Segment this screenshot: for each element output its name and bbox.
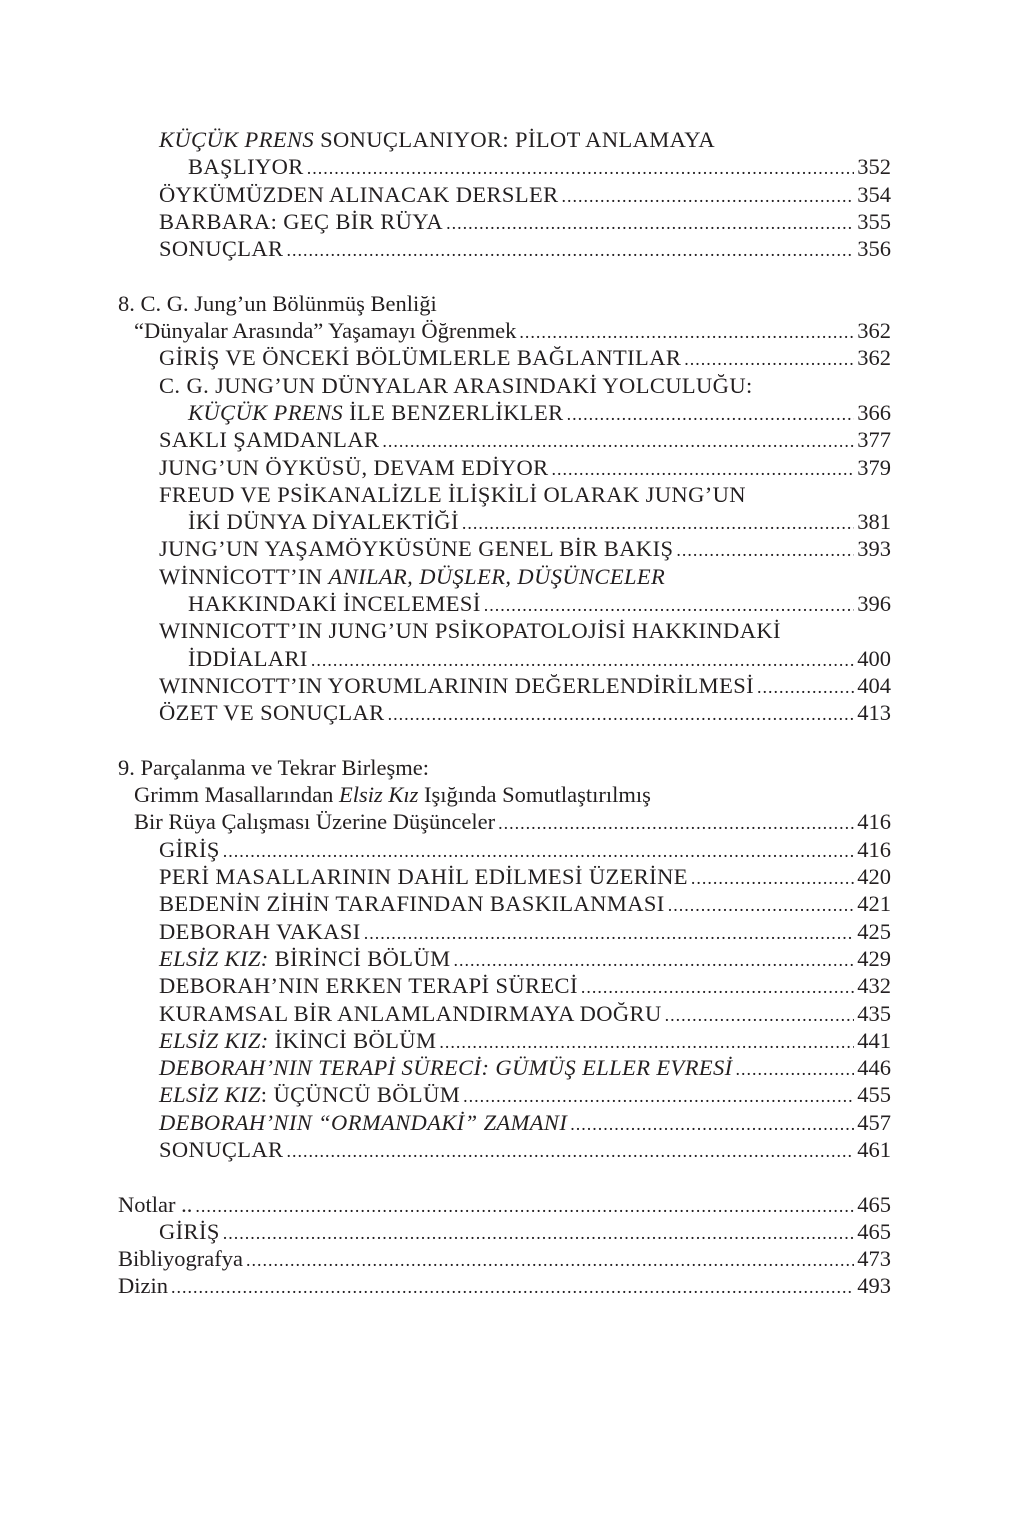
leader-dots [195,1193,854,1220]
chapter-title: 8. C. G. Jung’un Bölünmüş Benliği [118,290,437,316]
leader-dots [562,183,855,210]
toc-entry: SONUÇLAR ..... 356 [118,235,891,262]
toc-entry: BARBARA: GEÇ BİR RÜYA ..... 355 [118,208,891,235]
page-number: 362 [857,318,891,344]
page-number: 473 [857,1246,891,1272]
toc-entry-bibliography: Bibliyografya ..... 473 [118,1245,891,1272]
toc-entry: KURAMSAL BİR ANLAMLANDIRMAYA DOĞRU ..... 435 [118,1000,891,1027]
leader-dots [307,155,855,182]
page-number: 352 [857,154,891,180]
toc-entry: DEBORAH’NIN “ORMANDAKİ” ZAMANI ..... 457 [118,1109,891,1136]
page-number: 381 [857,509,891,535]
page-number: 441 [857,1027,891,1053]
page-number: 354 [857,181,891,207]
leader-dots [311,647,854,674]
table-of-contents [118,126,891,1300]
leader-dots [684,346,854,373]
page-number: 425 [857,918,891,944]
chapter-title: 9. Parçalanma ve Tekrar Birleşme: [118,754,430,780]
leader-dots [665,1002,855,1029]
toc-entry: WİNNİCOTT’IN ANILAR, DÜŞLER, DÜŞÜNCELER [159,563,666,589]
toc-entry: BAŞLIYOR ..... 352 [118,153,891,180]
toc-entry: ÖYKÜMÜZDEN ALINACAK DERSLER ..... 354 [118,181,891,208]
page-number: 432 [857,973,891,999]
leader-dots [286,1138,854,1165]
leader-dots [223,1220,854,1247]
toc-entry: C. G. JUNG’UN DÜNYALAR ARASINDAKİ YOLCULUĞU: [159,372,753,398]
leader-dots [498,810,854,837]
page-number: 429 [857,945,891,971]
leader-dots [581,974,854,1001]
leader-dots [462,510,854,537]
toc-entry-notes: Notlar .. ..... 465 [118,1191,891,1218]
toc-entry: DEBORAH’NIN ERKEN TERAPİ SÜRECİ ..... 432 [118,972,891,999]
page-number: 457 [857,1109,891,1135]
toc-entry: ELSİZ KIZ: ÜÇÜNCÜ BÖLÜM ..... 455 [118,1081,891,1108]
toc-entry: SONUÇLAR ..... 461 [118,1136,891,1163]
leader-dots [668,892,855,919]
toc-entry: WINNICOTT’IN YORUMLARININ DEĞERLENDİRİLMESİ ..... 404 [118,672,891,699]
page-number: 366 [857,399,891,425]
toc-entry: HAKKINDAKİ İNCELEMESİ ..... 396 [118,590,891,617]
leader-dots [364,920,855,947]
leader-dots [286,237,854,264]
page-number: 413 [857,700,891,726]
toc-entry: PERİ MASALLARININ DAHİL EDİLMESİ ÜZERİNE ..... 420 [118,863,891,890]
toc-entry: BEDENİN ZİHİN TARAFINDAN BASKILANMASI ..... 421 [118,890,891,917]
leader-dots [484,592,855,619]
page-number: 400 [857,645,891,671]
leader-dots [567,401,855,428]
page-number: 416 [857,809,891,835]
toc-entry: ELSİZ KIZ: BİRİNCİ BÖLÜM ..... 429 [118,945,891,972]
toc-entry: JUNG’UN ÖYKÜSÜ, DEVAM EDİYOR ..... 379 [118,454,891,481]
toc-entry: SAKLI ŞAMDANLAR ..... 377 [118,426,891,453]
leader-dots [382,428,854,455]
toc-entry: İKİ DÜNYA DİYALEKTİĞİ ..... 381 [118,508,891,535]
leader-dots [552,456,855,483]
toc-entry: DEBORAH’NIN TERAPİ SÜRECİ: GÜMÜŞ ELLER EVRESİ ..... 446 [118,1054,891,1081]
page-number: 465 [857,1218,891,1244]
leader-dots [757,674,854,701]
page-number: 461 [857,1136,891,1162]
leader-dots [223,838,854,865]
leader-dots [676,537,854,564]
leader-dots [171,1274,854,1301]
chapter-subtitle: Bir Rüya Çalışması Üzerine Düşünceler ..... 416 [118,808,891,835]
toc-entry: GİRİŞ ..... 416 [118,836,891,863]
page-number: 404 [857,672,891,698]
leader-dots [463,1083,854,1110]
page-number: 493 [857,1273,891,1299]
leader-dots [454,947,855,974]
page-number: 421 [857,891,891,917]
leader-dots [570,1111,854,1138]
toc-entry-index: Dizin ..... 493 [118,1272,891,1299]
page-number: 455 [857,1082,891,1108]
page-number: 355 [857,208,891,234]
leader-dots [446,210,854,237]
leader-dots [736,1056,855,1083]
toc-entry: ÖZET VE SONUÇLAR ..... 413 [118,699,891,726]
page-number: 377 [857,427,891,453]
toc-entry: GİRİŞ ..... 465 [118,1218,891,1245]
page-number: 379 [857,454,891,480]
page-number: 362 [857,345,891,371]
page-number: 396 [857,591,891,617]
toc-entry: İDDİALARI ..... 400 [118,645,891,672]
toc-entry: FREUD VE PSİKANALİZLE İLİŞKİLİ OLARAK JUNG’UN [159,481,746,507]
leader-dots [439,1029,854,1056]
chapter-subtitle: “Dünyalar Arasında” Yaşamayı Öğrenmek ..... 362 [118,317,891,344]
toc-entry: DEBORAH VAKASI ..... 425 [118,918,891,945]
page-number: 393 [857,536,891,562]
page-number: 416 [857,836,891,862]
chapter-subtitle: Grimm Masallarından Elsiz Kız Işığında Somutlaştırılmış [134,782,651,808]
toc-entry: ELSİZ KIZ: İKİNCİ BÖLÜM ..... 441 [118,1027,891,1054]
leader-dots [519,319,854,346]
toc-entry: GİRİŞ VE ÖNCEKİ BÖLÜMLERLE BAĞLANTILAR ..... 362 [118,344,891,371]
page-number: 435 [857,1000,891,1026]
page-number: 420 [857,864,891,890]
leader-dots [388,701,855,728]
toc-entry: JUNG’UN YAŞAMÖYKÜSÜNE GENEL BİR BAKIŞ ..... 393 [118,535,891,562]
toc-entry: WINNICOTT’IN JUNG’UN PSİKOPATOLOJİSİ HAKKINDAKİ [159,618,781,644]
leader-dots [246,1247,854,1274]
toc-entry: KÜÇÜK PRENS İLE BENZERLİKLER ..... 366 [118,399,891,426]
leader-dots [691,865,854,892]
page-number: 356 [857,236,891,262]
page-number: 446 [857,1055,891,1081]
toc-entry: KÜÇÜK PRENS SONUÇLANIYOR: PİLOT ANLAMAYA [159,127,716,152]
page-number: 465 [857,1191,891,1217]
